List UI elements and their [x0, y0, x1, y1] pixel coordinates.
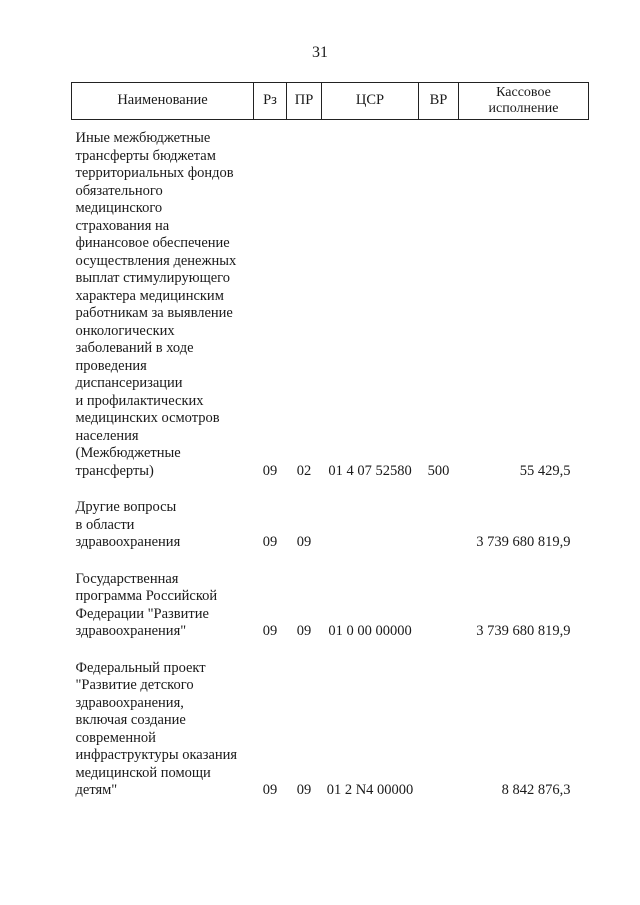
- row-name-line: Другие вопросы: [75, 499, 177, 515]
- row-vr: [419, 552, 459, 641]
- row-name-line: в области: [75, 516, 135, 533]
- row-name-line: трансферты): [75, 462, 154, 479]
- row-name-line: работникам за выявление: [75, 305, 233, 321]
- row-name-line: страхования на: [75, 217, 170, 234]
- row-name: [72, 120, 254, 481]
- row-name-line: финансовое обеспечение: [75, 235, 230, 251]
- table-row: [72, 480, 589, 552]
- row-amount: 8 842 876,3: [501, 782, 571, 798]
- row-name-line: заболеваний в ходе: [75, 340, 194, 356]
- row-csr: 01 2 N4 00000: [326, 782, 414, 798]
- row-pr: 09: [296, 623, 312, 639]
- row-rz: 09: [262, 534, 278, 550]
- row-name-line: "Развитие детского: [75, 677, 194, 693]
- header-cash-line: Кассовое: [496, 85, 551, 100]
- row-vr: 500: [427, 462, 450, 479]
- table-row: [72, 552, 589, 641]
- row-name-line: и профилактических: [75, 392, 204, 409]
- row-name-line: (Межбюджетные: [75, 445, 181, 461]
- header-pr: ПР: [287, 83, 322, 120]
- row-name-line: обязательного: [75, 182, 163, 199]
- row-name-line: выплат стимулирующего: [75, 270, 231, 286]
- row-name-line: инфраструктуры оказания: [75, 747, 238, 763]
- row-name-line: Федерации "Развитие: [75, 605, 209, 622]
- row-name-line: здравоохранения,: [75, 694, 184, 711]
- row-rz: 09: [262, 623, 278, 639]
- row-name-line: программа Российской: [75, 588, 218, 604]
- row-rz: 09: [262, 462, 278, 479]
- row-amount: 3 739 680 819,9: [476, 534, 571, 550]
- row-name-line: современной: [75, 729, 156, 746]
- row-name-line: трансферты бюджетам: [75, 147, 216, 164]
- header-cash-line: исполнение: [488, 101, 559, 116]
- header-cash-execution: [459, 83, 589, 120]
- row-amount: 55 429,5: [519, 462, 571, 479]
- row-vr: [419, 641, 459, 800]
- row-name-line: Федеральный проект: [75, 659, 206, 676]
- row-name-line: включая создание: [75, 712, 186, 728]
- row-pr: 09: [296, 534, 312, 550]
- row-pr: 02: [296, 462, 312, 479]
- header-rz: Рз: [254, 83, 287, 120]
- row-rz: 09: [262, 782, 278, 798]
- header-vr: ВР: [419, 83, 459, 120]
- row-name: [72, 480, 254, 552]
- row-name-line: диспансеризации: [75, 375, 183, 391]
- row-name: [72, 641, 254, 800]
- table-header-row: [72, 83, 589, 120]
- row-name-line: территориальных фондов: [75, 165, 234, 181]
- table-body: [72, 120, 589, 800]
- row-name-line: осуществления денежных: [75, 252, 237, 269]
- budget-table: [71, 82, 589, 800]
- table-row: [72, 641, 589, 800]
- row-name-line: здравоохранения": [75, 623, 187, 639]
- row-pr: 09: [296, 782, 312, 798]
- row-name-line: медицинского: [75, 200, 163, 216]
- page-number: 31: [312, 44, 328, 61]
- row-amount: 3 739 680 819,9: [476, 623, 571, 639]
- row-name-line: медицинской помощи: [75, 764, 211, 781]
- row-csr: 01 0 00 00000: [328, 623, 412, 639]
- row-name-line: проведения: [75, 357, 147, 374]
- row-name-line: здравоохранения: [75, 534, 181, 550]
- row-csr: 01 4 07 52580: [328, 462, 412, 479]
- row-name-line: детям": [75, 782, 118, 798]
- row-vr: [419, 480, 459, 552]
- row-name-line: медицинских осмотров: [75, 410, 220, 426]
- row-name-line: онкологических: [75, 322, 175, 339]
- row-name-line: характера медицинским: [75, 287, 224, 304]
- row-csr: [322, 480, 419, 552]
- row-name-line: населения: [75, 427, 139, 444]
- row-name-line: Иные межбюджетные: [75, 130, 211, 146]
- row-name-line: Государственная: [75, 570, 179, 587]
- header-name: Наименование: [72, 83, 254, 120]
- row-name: [72, 552, 254, 641]
- table-row: [72, 120, 589, 481]
- header-csr: ЦСР: [322, 83, 419, 120]
